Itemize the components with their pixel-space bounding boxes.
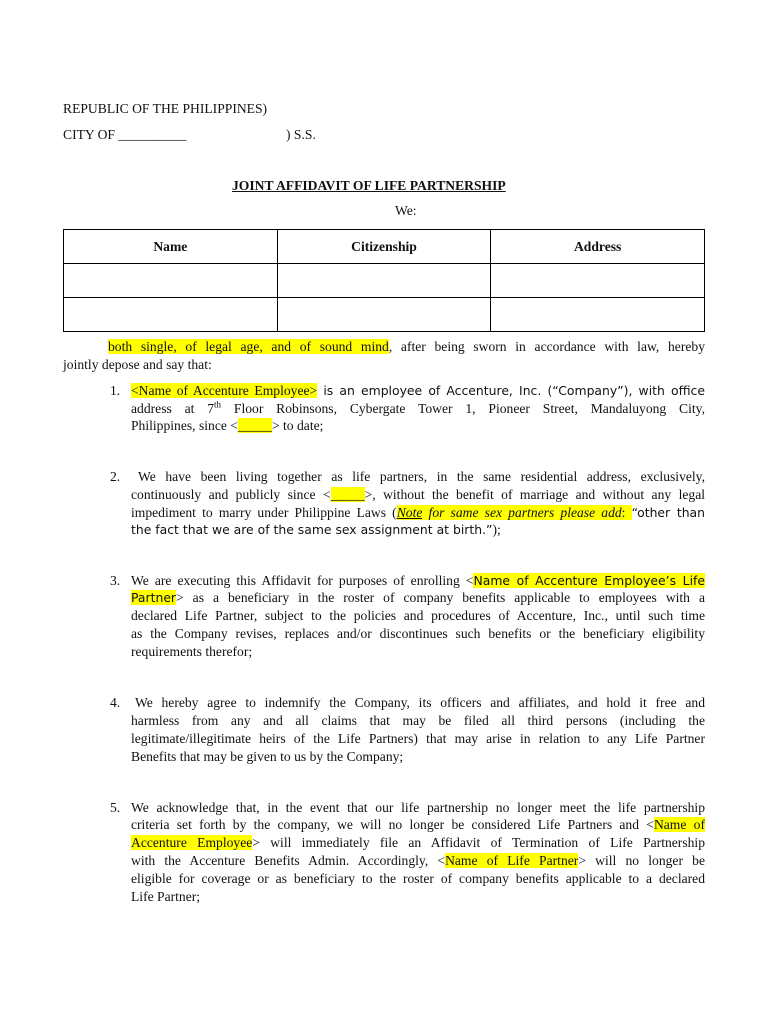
item5-text: We acknowledge that, in the event that our life partnership no longer meet the life partnership (131, 800, 705, 815)
item1-text: Philippines, since < (131, 418, 238, 433)
intro-text: , after being sworn in accordance with law, hereby (388, 339, 705, 354)
item4-line-3 (131, 731, 705, 747)
note-text: for same sex partners please add (422, 505, 622, 520)
item5-text: > will no longer be (578, 853, 706, 868)
item1-line-1 (131, 383, 705, 399)
item4-line-4: Benefits that may be given to us by the Company; (131, 749, 404, 764)
item2-text: We have been living together as life partners, in the same residential address, exclusively, (138, 469, 705, 484)
item5-text: with the Accenture Benefits Admin. Accordingly, < (131, 853, 446, 868)
item1-text: address at 7 (131, 401, 215, 416)
item3-line-3 (131, 608, 705, 624)
item3-line-4 (131, 626, 705, 642)
table-cell[interactable] (491, 264, 705, 298)
item2-line-2 (131, 487, 705, 503)
item2-text: >, without the benefit of marriage and without any legal (364, 487, 706, 502)
employee-name-placeholder: Accenture Employee (131, 835, 253, 850)
item-number: 2. (110, 469, 121, 484)
item2-line-4 (131, 522, 501, 538)
item3-line-2 (131, 590, 705, 606)
item-number: 3. (110, 573, 121, 588)
item4-line-1 (135, 695, 705, 711)
item4-text: We hereby agree to indemnify the Company, its officers and affiliates, and hold it free and (135, 695, 705, 710)
note-label: Note (396, 505, 423, 520)
item5-line-5 (131, 871, 705, 887)
item3-text: We are executing this Affidavit for purposes of enrolling < (131, 573, 474, 588)
document-title: JOINT AFFIDAVIT OF LIFE PARTNERSHIP (232, 178, 506, 193)
table-header-row (64, 230, 705, 264)
since-blank[interactable]: _____ (330, 487, 365, 502)
item5-text: > will immediately file an Affidavit of Termination of Life Partnership (252, 835, 705, 850)
item5-line-3 (131, 835, 705, 851)
date-blank[interactable]: _____ (237, 418, 272, 433)
item2-text: impediment to marry under Philippine Laws ( (131, 505, 397, 520)
item2-text: ); (492, 522, 501, 537)
table-cell[interactable] (491, 298, 705, 332)
item1-line-3 (131, 418, 323, 434)
item3-line-1 (131, 573, 705, 589)
item3-text: > as a beneficiary in the roster of company benefits applicable to employees with a (176, 590, 705, 605)
table-row (64, 298, 705, 332)
table-cell[interactable] (64, 298, 278, 332)
intro-line-1 (108, 339, 705, 355)
ordinal-suffix: th (214, 399, 222, 410)
life-partner-name-placeholder: Name of Life Partner (445, 853, 579, 868)
item3-text: declared Life Partner, subject to the policies and procedures of Accenture, Inc., until such time (131, 608, 705, 623)
header-name: Name (64, 230, 278, 264)
intro-line-2: jointly depose and say that: (63, 357, 212, 372)
intro-highlight: both single, of legal age, and of sound mind (108, 339, 389, 354)
item3-line-5: requirements therefor; (131, 644, 253, 659)
item2-line-1 (138, 469, 705, 485)
item1-text: is an employee of Accenture, Inc. (“Company”), with office (317, 383, 705, 398)
item5-text: criteria set forth by the company, we will no longer be considered Life Partners and < (131, 817, 654, 832)
item-number: 4. (110, 695, 121, 710)
item2-line-3 (131, 505, 705, 521)
item5-line-2 (131, 817, 705, 833)
parties-table (63, 229, 705, 332)
table-cell[interactable] (277, 264, 491, 298)
item1-text: > to date; (271, 418, 324, 433)
table-row (64, 264, 705, 298)
table-cell[interactable] (64, 264, 278, 298)
we-label: We: (395, 203, 417, 218)
republic-line: REPUBLIC OF THE PHILIPPINES) (63, 101, 268, 116)
life-partner-placeholder: Name of Accenture Employee’s Life (473, 573, 705, 588)
item5-line-6: Life Partner; (131, 889, 201, 904)
item4-text: harmless from any and all claims that may be filed all third persons (including the (131, 713, 705, 728)
life-partner-placeholder: Partner (131, 590, 177, 605)
table-cell[interactable] (277, 298, 491, 332)
city-line: CITY OF __________ (63, 127, 187, 142)
item4-line-2 (131, 713, 705, 729)
item-number: 5. (110, 800, 121, 815)
employee-name-placeholder: <Name of Accenture Employee> (131, 383, 318, 398)
item5-text: eligible for coverage or as beneficiary to the roster of company benefits applicable to a declared (131, 871, 705, 886)
item2-text: “other than (631, 505, 705, 520)
note-colon: : (621, 505, 632, 520)
item3-text: as the Company revises, replaces and/or discontinues such benefits or the beneficiary eligibility (131, 626, 705, 641)
item5-line-4 (131, 853, 705, 869)
item5-line-1 (131, 800, 705, 816)
ss-mark: ) S.S. (286, 127, 316, 142)
employee-name-placeholder: Name of (653, 817, 705, 832)
header-address: Address (491, 230, 705, 264)
header-citizenship: Citizenship (277, 230, 491, 264)
item-number: 1. (110, 383, 121, 398)
item2-text: the fact that we are of the same sex assignment at birth.” (131, 522, 493, 537)
item2-text: continuously and publicly since < (131, 487, 331, 502)
item4-text: legitimate/illegitimate heirs of the Life Partners) that may arise in relation to any Life Partner (131, 731, 705, 746)
item1-line-2 (131, 401, 705, 417)
item1-text: Floor Robinsons, Cybergate Tower 1, Pioneer Street, Mandaluyong City, (221, 401, 705, 416)
